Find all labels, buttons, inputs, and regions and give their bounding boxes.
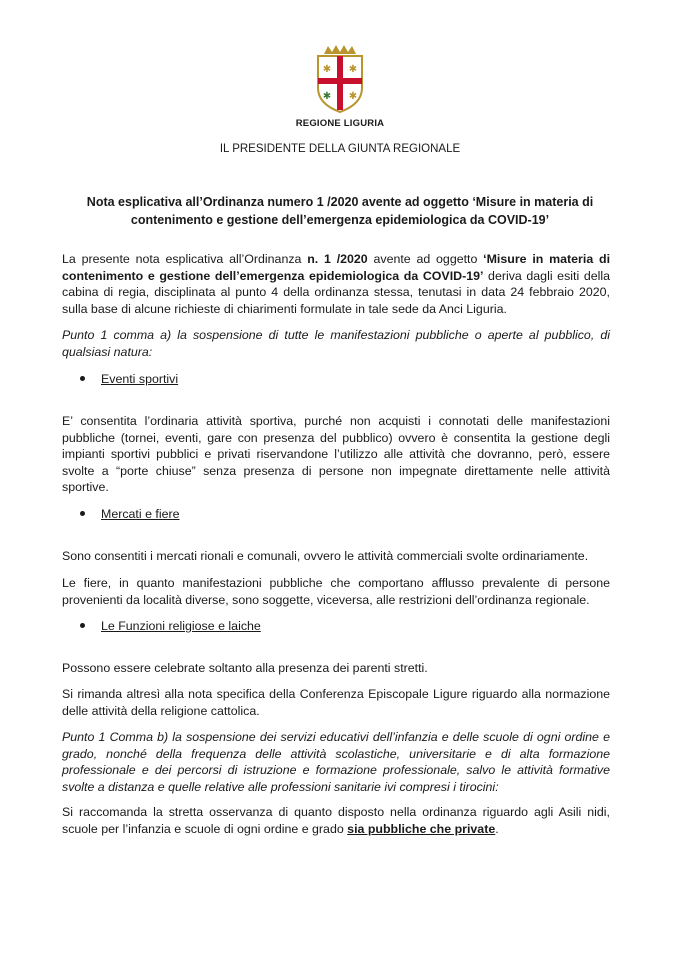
title-line-1: Nota esplicativa all’Ordinanza numero 1 /2020 avente ad oggetto ‘Misure in materia di <box>86 195 594 209</box>
president-heading: IL PRESIDENTE DELLA GIUNTA REGIONALE <box>219 143 461 155</box>
bullet-icon <box>80 623 85 628</box>
bullet-icon <box>80 511 85 516</box>
bullet-label: Eventi sportivi <box>101 372 179 386</box>
closing-paragraph <box>62 804 610 837</box>
markets-paragraph-2: Le fiere, in quanto manifestazioni pubbliche che comportano afflusso prevalente di persone provenienti da località diverse, sono soggette, viceversa, alle restrizioni dell’ordinanza regionale. <box>62 576 610 607</box>
bullet-mercati-fiere <box>80 506 180 522</box>
intro-text-1: La presente nota esplicativa all’Ordinanza <box>62 252 308 266</box>
closing-emphasis: sia pubbliche che private <box>347 821 496 836</box>
intro-text-3: deriva dagli esiti della cabina di regia, disciplinata al punto 4 della ordinanza stessa, tenutasi in data 24 febbraio 2020, sulla base di alcune richieste di chiarimenti formulate in tale sede da Anci Liguria. <box>62 268 610 316</box>
region-name: REGIONE LIGURIA <box>295 118 385 129</box>
svg-text:✱: ✱ <box>348 64 358 75</box>
religious-paragraph-1: Possono essere celebrate soltanto alla presenza dei parenti stretti. <box>62 661 428 675</box>
intro-bold-1: n. 1 /2020 <box>307 252 368 266</box>
bullet-eventi-sportivi <box>80 371 178 387</box>
bullet-label: Mercati e fiere <box>101 507 180 521</box>
closing-text-2: . <box>495 821 499 836</box>
closing-text-1: Si raccomanda la stretta osservanza di quanto disposto nella ordinanza riguardo agli Asili nidi, scuole per l’infanzia e scuole di ogni ordine e grado <box>62 805 610 836</box>
svg-text:✱: ✱ <box>322 91 332 102</box>
markets-paragraph-1: Sono consentiti i mercati rionali e comunali, ovvero le attività commerciali svolte ordinariamente. <box>62 549 589 563</box>
religious-paragraph-2: Si rimanda altresì alla nota specifica della Conferenza Episcopale Ligure riguardo alla normazione delle attività della religione cattolica. <box>62 687 610 718</box>
intro-paragraph <box>62 251 610 317</box>
svg-text:✱: ✱ <box>322 64 332 75</box>
intro-text-2: avente ad oggetto <box>367 252 484 266</box>
intro-bold-2: ‘Misure in materia di contenimento e gestione dell’emergenza epidemiologica da COVID-19’ <box>62 252 611 283</box>
bullet-icon <box>80 376 85 381</box>
coat-of-arms-icon <box>310 44 370 114</box>
regione-liguria-logo <box>300 44 380 114</box>
sport-paragraph: E’ consentita l’ordinaria attività sportiva, purché non acquisti i connotati delle manifestazioni pubbliche (tornei, eventi, gare con presenza del pubblico) ovvero è consentita la gestione degli impianti sportivi pubblici e privati riservandone l’utilizzo alle attività che dovranno, però, essere svolte a “porte chiuse” senza presenza di persone non impegnate direttamente nelle attività sportive. <box>62 414 610 495</box>
bullet-label: Le Funzioni religiose e laiche <box>101 619 261 633</box>
bullet-funzioni-religiose <box>80 618 261 634</box>
punto-1a-paragraph: Punto 1 comma a) la sospensione di tutte le manifestazioni pubbliche o aperte al pubblico, di qualsiasi natura: <box>62 328 610 359</box>
document-title <box>80 193 600 229</box>
title-line-2: contenimento e gestione dell’emergenza epidemiologica da COVID-19’ <box>130 213 550 227</box>
punto-1b-paragraph: Punto 1 Comma b) la sospensione dei servizi educativi dell’infanzia e delle scuole di ogni ordine e grado, nonché della frequenza delle attività scolastiche, universitarie e di alta formazione professionale e dei percorsi di istruzione e formazione professionale, salvo le attività formative svolte a distanza e quelle relative alle professioni sanitarie ivi compresi i tirocini: <box>62 730 610 794</box>
svg-text:✱: ✱ <box>348 91 358 102</box>
